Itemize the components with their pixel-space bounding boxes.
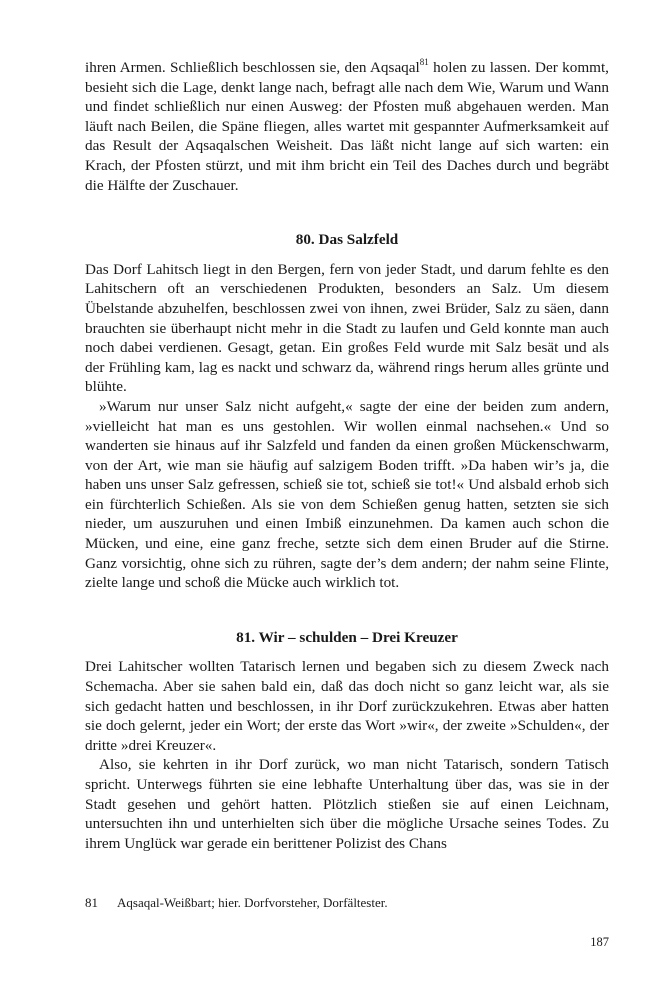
section-80-title: 80. Das Salzfeld bbox=[295, 231, 399, 249]
footnote-reference: 81 bbox=[419, 56, 429, 67]
footnote-text: Aqsaqal-Weißbart; hier. Dorfvorsteher, Dorfältester. bbox=[117, 895, 388, 910]
intro-text-start: ihren Armen. Schließlich beschlossen sie, den Aqsaqal bbox=[85, 59, 420, 76]
footnote-number: 81 bbox=[85, 895, 98, 910]
section-80-paragraph-2: »Warum nur unser Salz nicht aufgeht,« sagte der eine der beiden zum andern, »vielleicht hat man es uns gestohlen. Wir wollen einmal nachsehen.« Und so wanderten sie hinaus auf ihr Salzfeld und fanden da einen großen Mückenschwarm, von der Art, wie man sie häufig auf salzigem Boden trifft. »Da haben wir’s ja, die haben uns unser Salz gefressen, schieß sie tot, schieß sie tot!« Und alsbald erhob sich ein fürchterlich Schießen. Als sie von dem Schießen genug hatten, setzten sie sich nieder, um auszuruhen und einen Imbiß einzunehmen. Da kamen auch schon die Mücken, und eine, eine ganz freche, setzte sich dem einen Bruder auf die Stirne. Ganz vorsichtig, ohne sich zu rühren, sagte der’s dem andern; der nahm seine Flinte, zielte lange und schoß die Mücke auch wirklich tot. bbox=[85, 397, 609, 592]
page-body bbox=[85, 58, 609, 853]
section-81-paragraph-1: Drei Lahitscher wollten Tatarisch lernen und begaben sich zu diesem Zweck nach Schemacha. Aber sie sahen bald ein, daß das doch nicht so ganz leicht war, als sie sich gedacht hatten und beschlossen, in ihr Dorf zurückzukehren. Etwas aber hatten sie doch gelernt, jeder ein Wort; der erste das Wort »wir«, der zweite »Schulden«, der dritte »drei Kreuzer«. bbox=[85, 658, 609, 754]
section-81-paragraph-2: Also, sie kehrten in ihr Dorf zurück, wo man nicht Tatarisch, sondern Tatisch spricht. Unterwegs führten sie eine lebhafte Unterhaltung über das, was sie in der Stadt gesehen und gehört hatten. Plötzlich stießen sie auf einen Leichnam, untersuchten ihn und unterhielten sich über die mögliche Ursache seines Todes. Zu ihrem Unglück war gerade ein berittener Polizist des Chans bbox=[85, 756, 609, 852]
section-81-title: 81. Wir – schulden – Drei Kreuzer bbox=[236, 628, 458, 646]
intro-text-end: holen zu lassen. Der kommt, besieht sich die Lage, denkt lange nach, befragt alle nach dem Wie, Warum und Wann und findet schließlich nur einen Ausweg: der Pfosten muß abgehauen werden. Man läuft nach Beilen, die Späne fliegen, alles wartet mit gespannter Aufmerksamkeit auf das Result der Aqsaqalschen Weisheit. Das läßt nicht lange auf sich warten: ein Krach, der Pfosten stürzt, und mit ihm bricht ein Teil des Daches durch und begräbt die Hälfte der Zuschauer. bbox=[85, 59, 609, 194]
page-number: 187 bbox=[590, 935, 609, 949]
section-80-paragraph-1: Das Dorf Lahitsch liegt in den Bergen, fern von jeder Stadt, und darum fehlte es den Lahitschern oft an verschiedenen Produkten, besonders an Salz. Um diesem Übelstande abzuhelfen, beschlossen zwei von ihnen, zwei Brüder, Salz zu säen, dann brauchten sie überhaupt nicht mehr in die Stadt zu laufen und Geld konnte man auch noch dabei verdienen. Gesagt, getan. Ein großes Feld wurde mit Salz besät und als der Frühling kam, lag es nackt und schwarz da, während rings herum alles grünte und blühte. bbox=[85, 260, 609, 396]
intro-paragraph bbox=[85, 58, 609, 195]
footnote bbox=[85, 894, 609, 911]
